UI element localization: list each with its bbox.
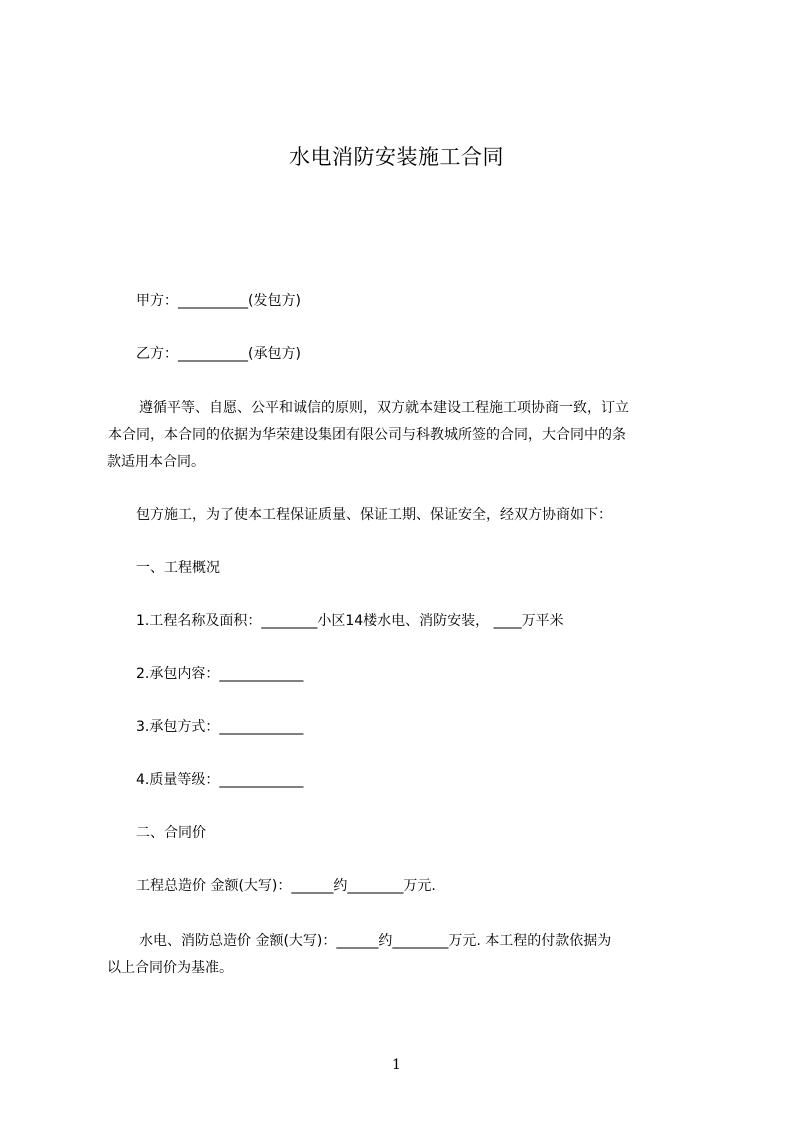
section-2-heading: 二、合同价 bbox=[136, 825, 206, 841]
item-contract-scope: 2.承包内容：____________ bbox=[136, 666, 304, 682]
party-b-line: 乙方：__________(承包方) bbox=[136, 346, 301, 362]
purpose-line: 包方施工，为了使本工程保证质量、保证工期、保证安全，经双方协商如下： bbox=[136, 507, 612, 523]
intro-paragraph bbox=[107, 395, 707, 476]
intro-line-3: 款适用本合同。 bbox=[107, 454, 205, 470]
page-number: 1 bbox=[392, 1057, 401, 1073]
utility-price-paragraph bbox=[107, 928, 707, 982]
utility-price-line-2: 以上合同价为基准。 bbox=[107, 960, 233, 976]
utility-price-line-1: 水电、消防总造价 金额(大写)：______约________万元. 本工程的付款依据为 bbox=[139, 933, 612, 949]
item-project-name: 1.工程名称及面积：________小区14楼水电、消防安装， ____万平米 bbox=[136, 613, 564, 629]
total-price-line: 工程总造价 金额(大写)：______约________万元. bbox=[136, 878, 436, 894]
intro-line-2: 本合同，本合同的依据为华荣建设集团有限公司与科教城所签的合同，大合同中的条 bbox=[108, 427, 626, 443]
item-contract-method: 3.承包方式：____________ bbox=[136, 719, 304, 735]
document-title: 水电消防安装施工合同 bbox=[289, 145, 504, 169]
item-quality-grade: 4.质量等级：____________ bbox=[136, 772, 304, 788]
intro-line-1: 遵循平等、自愿、公平和诚信的原则，双方就本建设工程施工项协商一致，订立 bbox=[139, 400, 629, 416]
party-a-line: 甲方：__________(发包方) bbox=[136, 293, 301, 309]
section-1-heading: 一、工程概况 bbox=[136, 560, 220, 576]
